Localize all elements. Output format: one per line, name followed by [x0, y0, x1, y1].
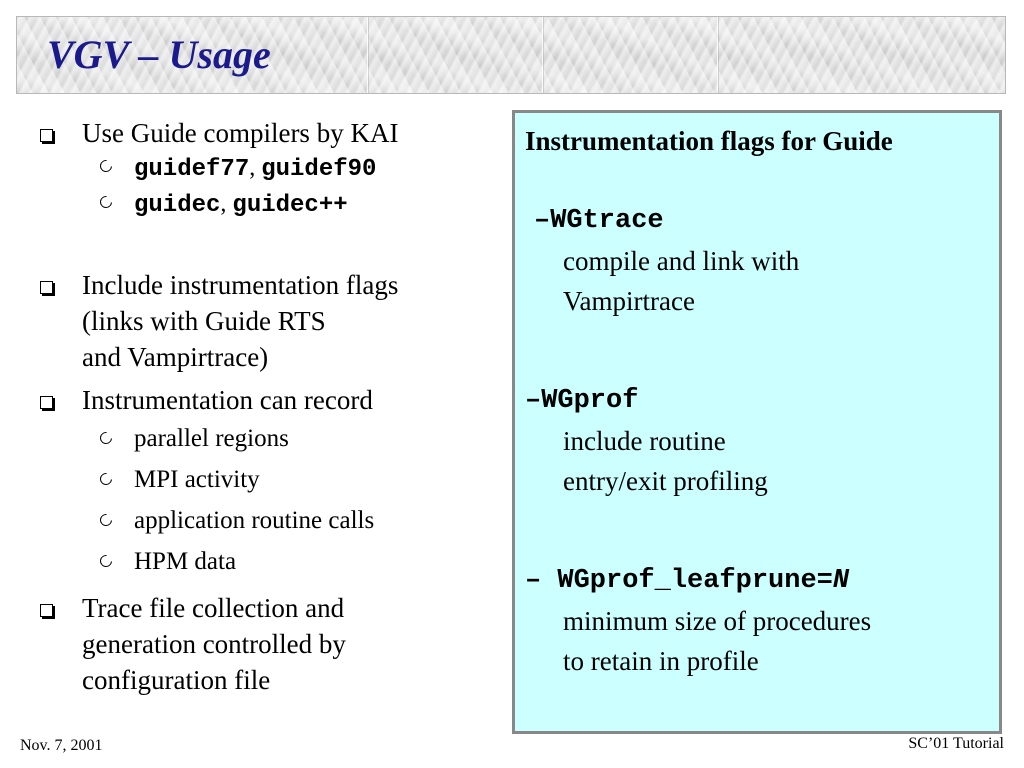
banner-seam: [367, 17, 368, 93]
sub-bullet-item: guidef77, guidef90: [30, 151, 500, 187]
banner-seam: [717, 17, 718, 93]
flag-wgtrace: –WGtrace: [534, 206, 664, 236]
footer-event: SC’01 Tutorial: [908, 735, 1004, 752]
ring-bullet-icon: [98, 553, 115, 570]
slide-title: VGV – Usage: [47, 32, 271, 77]
sub-bullet-item: application routine calls: [30, 500, 500, 541]
flag-description: entry/exit profiling: [563, 466, 768, 496]
square-bullet-icon: [40, 129, 53, 142]
flag-description: to retain in profile: [563, 646, 759, 676]
bullet-item: Include instrumentation flags (links with Guide RTS and Vampirtrace): [30, 267, 500, 375]
sub-bullet-item: guidec, guidec++: [30, 187, 500, 223]
title-banner: [16, 16, 1006, 94]
sub-bullet-item: parallel regions: [30, 418, 500, 459]
banner-seam: [542, 17, 543, 93]
sub-bullet-item: MPI activity: [30, 459, 500, 500]
bullet-list: [30, 115, 500, 698]
bullet-item: Instrumentation can record: [30, 382, 500, 418]
ring-bullet-icon: [98, 471, 115, 488]
square-bullet-icon: [40, 281, 53, 294]
flag-wgprof-leafprune: – WGprof_leafprune=N: [525, 566, 850, 596]
flag-wgprof: –WGprof: [525, 386, 639, 416]
square-bullet-icon: [40, 604, 53, 617]
bullet-item: Trace file collection and generation controlled by configuration file: [30, 590, 500, 698]
ring-bullet-icon: [98, 194, 115, 211]
flag-description: Vampirtrace: [563, 286, 695, 316]
square-bullet-icon: [40, 396, 53, 409]
ring-bullet-icon: [98, 158, 115, 175]
panel-heading: Instrumentation flags for Guide: [525, 126, 893, 156]
footer-date: Nov. 7, 2001: [20, 737, 103, 754]
sub-bullet-item: HPM data: [30, 541, 500, 582]
flag-description: include routine: [563, 426, 726, 456]
bullet-item: Use Guide compilers by KAI: [30, 115, 500, 151]
ring-bullet-icon: [98, 512, 115, 529]
ring-bullet-icon: [98, 430, 115, 447]
flag-description: compile and link with: [563, 246, 800, 276]
flag-description: minimum size of procedures: [563, 606, 872, 636]
instrumentation-flags-panel: [512, 110, 1002, 734]
